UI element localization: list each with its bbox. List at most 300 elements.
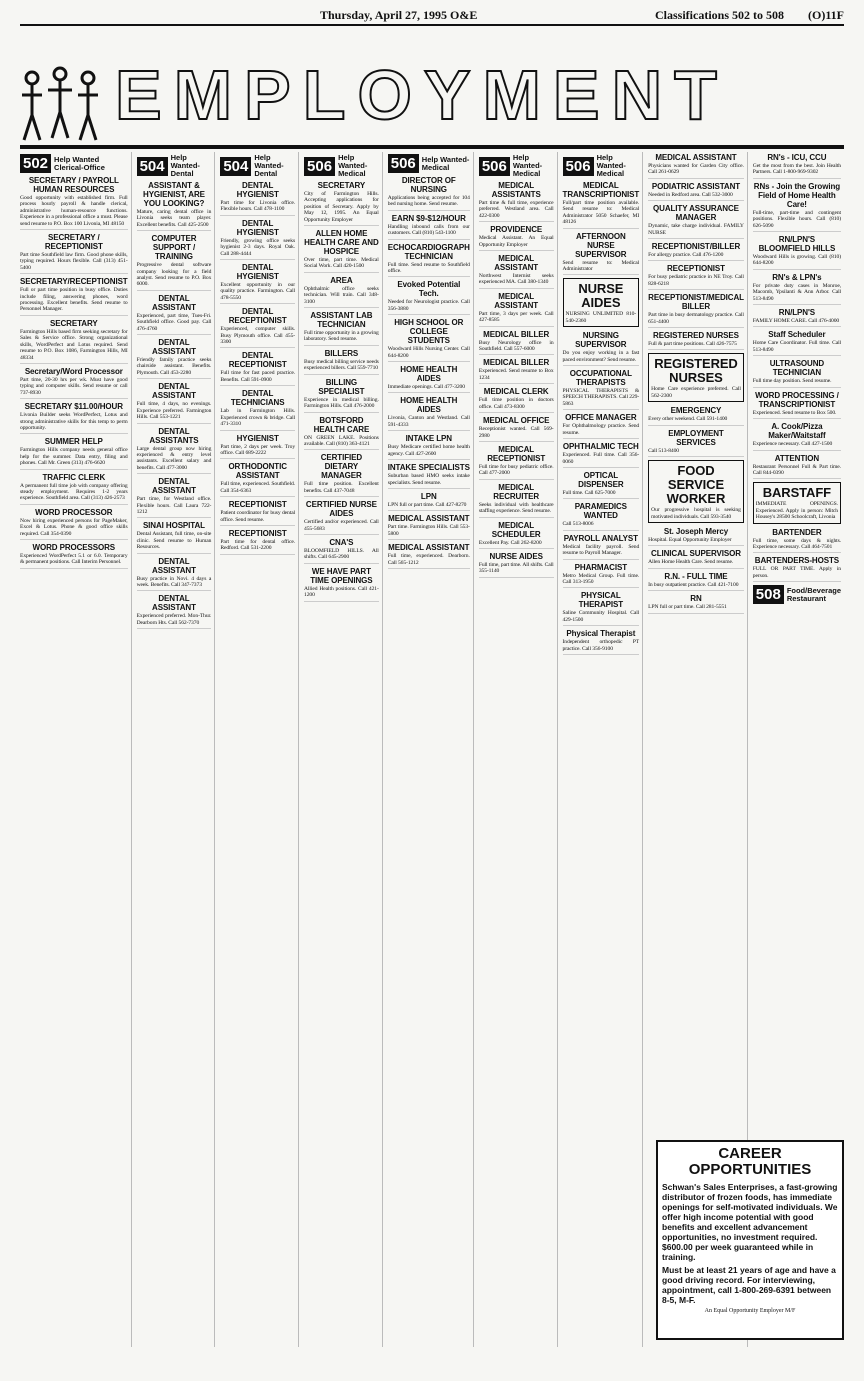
classified-ad [479, 445, 554, 480]
ad-body: Applications being accepted for 104 bed nursing home. Send resume. [387, 195, 470, 208]
ad-heading: MEDICAL ASSISTANT [494, 291, 539, 310]
ad-body: Farmington Hills company needs general office help for the summer. Data entry, filing and phones. Call Mr. Green (313) 476-6620 [20, 447, 128, 467]
classified-ad [20, 176, 128, 230]
ad-body: Good opportunity with established firm. Full process hourly payroll & handle clerical, administrative human-resource functions. Experience in a professional office a must. Please send resume to P.O. Box 100 Livonia, MI 48150 [20, 195, 128, 227]
classified-ad [388, 492, 470, 511]
ad-heading: DENTAL ASSISTANT [152, 594, 196, 613]
ad-heading: MEDICAL RECEPTIONIST [487, 444, 546, 463]
section-number: 506 [304, 157, 335, 176]
ad-heading: OFFICE MANAGER [565, 413, 637, 423]
ad-body: PHYSICAL THERAPISTS & SPEECH THERAPISTS. Call 229-5863 [562, 388, 640, 407]
ad-heading: SINAI HOSPITAL [142, 521, 205, 531]
ad-heading: MEDICAL ASSISTANT [494, 254, 539, 273]
ad-body: Handling inbound calls from our customers. Call (810) 543-1100 [387, 223, 470, 237]
column-3 [220, 152, 299, 1347]
classified-ad [20, 319, 128, 364]
ad-body: Dynamic, take charge individual. FAMILY NURSE [648, 223, 744, 236]
ad-body: Part time, 20-30 hrs per wk. Must have good typing and computer skills. Send resume or call 737-8930 [20, 376, 128, 396]
ad-body: Woodward Hills Nursing Center. Call 644-8200 [387, 346, 470, 359]
ad-body: Full time, part time. All shifts. Call 355-1140 [478, 561, 554, 575]
ad-heading: PHYSICAL THERAPIST [578, 591, 624, 610]
classified-ad [220, 181, 295, 216]
ad-heading: INTAKE LPN [405, 434, 452, 444]
ad-heading: PHARMACIST [574, 562, 627, 572]
banner-rule [20, 145, 844, 149]
section-header [304, 154, 379, 178]
ad-heading: LPN [420, 491, 437, 501]
classified-ad [304, 229, 379, 273]
career-opportunities-ad [656, 1140, 844, 1340]
classified-ad [753, 330, 841, 356]
ad-heading: SECRETARY [317, 181, 366, 190]
ad-heading: DENTAL TECHNICIANS [230, 389, 285, 408]
ad-heading: SECRETARY/RECEPTIONIST [20, 277, 128, 287]
ad-body: Experienced. Send resume to Box 500. [752, 409, 837, 416]
classified-ad [563, 232, 640, 276]
column-6 [479, 152, 558, 1347]
ad-heading: RN [690, 594, 702, 604]
classified-ad [388, 434, 470, 460]
classified-ad [753, 153, 841, 179]
ad-body: Experienced WordPerfect 5.1 or 6.0. Temporary & permanent positions. Call Interim Personnel. [20, 553, 128, 566]
classified-ad [479, 254, 554, 289]
column-1 [20, 152, 132, 1347]
ad-heading: SUMMER HELP [44, 437, 103, 447]
classified-ad [753, 359, 841, 387]
classified-ad [648, 527, 744, 546]
ad-heading: MEDICAL BILLER [483, 329, 550, 339]
classified-ad [137, 557, 212, 592]
ad-heading: MEDICAL TRANSCRIPTIONIST [562, 181, 640, 199]
classified-ad [137, 477, 212, 518]
classified-ad [304, 311, 379, 346]
ad-body: Our progressive hospital is seeking motivated individuals. Call 593-3540 [651, 507, 741, 520]
ad-body: BLOOMFIELD HILLS. All shifts. Call 645-2900 [304, 547, 379, 561]
ad-heading: AREA [330, 275, 353, 285]
ad-body: Needed for Neurologist practice. Call 356-3880 [387, 299, 470, 312]
ad-heading: ULTRASOUND TECHNICIAN [769, 359, 825, 378]
ad-body: Experience necessary. Call 427-1500 [752, 441, 833, 448]
ad-body: Part time Southfield law firm. Good phone skills, typing required. Hours flexible. Call (313) 451-5400 [20, 252, 128, 271]
ad-body: Physicians wanted for Garden City office. Call 261-0629 [648, 163, 744, 176]
ad-heading: MEDICAL SCHEDULER [491, 520, 541, 539]
classified-ad [563, 331, 640, 366]
ad-body: Part time for Livonia office. Flexible hours. Call 478-1100 [220, 200, 296, 213]
classified-ad [563, 181, 640, 229]
column-2 [137, 152, 216, 1347]
ad-body: Excellent opportunity in our quality practice. Farmington. Call 478-5550 [220, 282, 296, 301]
section-number: 504 [220, 157, 251, 176]
ad-body: For Ophthalmology practice. Send resume. [562, 423, 640, 436]
ad-body: Full & part time positions. Call 426-7575 [648, 341, 737, 348]
section-number: 508 [753, 585, 784, 604]
ad-body: Full time position. Excellent benefits. Call 437-7048 [304, 481, 379, 494]
running-header [20, 8, 844, 26]
ad-body: Restaurant Personnel Full & Part time. Call 844-0390 [752, 463, 841, 476]
ad-heading: MEDICAL RECRUITER [493, 482, 540, 501]
ad-body: Full time, experienced. Dearborn. Call 565-1212 [387, 553, 470, 566]
ad-heading: BARTENDERS-HOSTS [754, 556, 839, 566]
ad-body: Woodward Hills is growing. Call (810) 644-8200 [752, 254, 841, 267]
ad-heading: DENTAL HYGIENIST [236, 218, 279, 237]
ad-heading: OPHTHALMIC TECH [562, 442, 639, 452]
classified-ad [753, 235, 841, 270]
ad-heading: REGISTERED NURSES [654, 356, 738, 386]
ad-heading: MEDICAL ASSISTANT [388, 514, 470, 524]
ad-heading: BOTSFORD HEALTH CARE [313, 415, 370, 434]
classified-ad [137, 427, 212, 475]
classified-ad [20, 543, 128, 569]
ad-body: Busy practice in Novi. 4 days a week. Benefits. Call 347-7373 [136, 575, 212, 588]
classified-ad [137, 234, 212, 291]
classified-ad [479, 358, 554, 384]
classified-ad [304, 500, 379, 535]
classified-ad [304, 538, 379, 564]
ad-body: Livonia Builder seeks WordPerfect, Lotus and strong administrative skills for this temp to perm opportunity. [20, 412, 128, 431]
ad-heading: RECEPTIONIST [228, 528, 287, 538]
classified-ad [563, 534, 640, 560]
section-header [753, 585, 841, 604]
ad-heading: Secretary/Word Processor [24, 366, 123, 376]
ad-body: Full time. Call 625-7000 [562, 489, 616, 496]
ad-heading: EMERGENCY [670, 406, 722, 416]
ad-body: Full time for busy pediatric office. Call 477-2000 [478, 463, 554, 477]
ad-heading: BARSTAFF [762, 485, 832, 501]
ad-body: Busy Medicare certified home health agency. Call 427-2600 [387, 444, 470, 457]
classified-ad [563, 278, 640, 327]
ad-heading: OPTICAL DISPENSER [578, 470, 624, 489]
ad-heading: AFTERNOON NURSE SUPERVISOR [575, 231, 627, 259]
ad-body: Part time & full time, experience preferred. Westland area. Call 422-0300 [478, 200, 554, 219]
classified-ad [220, 389, 295, 430]
section-header [479, 154, 554, 178]
ad-body: City of Farmington Hills. Accepting applications for position of Secretary. Apply by May 12, 1995. An Equal Opportunity Employer [304, 191, 379, 223]
ad-body: Full/part time position available. Send resume to: Medical Administrator 5050 Schaefer, MI 48126 [562, 200, 640, 226]
section-number: 506 [563, 157, 594, 176]
ad-heading: Staff Scheduler [768, 330, 826, 340]
employment-banner [20, 56, 844, 134]
classified-ad [753, 556, 841, 582]
ad-body: Seeks individual with healthcare staffing experience. Send resume. [478, 501, 554, 515]
ad-body: Full time, some days & nights. Experience necessary. Call 464-7501 [752, 537, 841, 550]
ad-heading: HOME HEALTH AIDES [400, 396, 458, 415]
classified-ad [304, 181, 379, 226]
ad-heading: HYGIENIST [236, 433, 279, 443]
career-eoe: An Equal Opportunity Employer M/F [704, 1308, 796, 1314]
ad-heading: WORD PROCESSING / TRANSCRIPTIONIST [755, 390, 839, 409]
classified-ad [753, 391, 841, 419]
classified-ad [20, 402, 128, 434]
ad-body: Call 513-8400 [648, 447, 680, 454]
ad-body: Lab in Farmington Hills. Experienced crown & bridge. Call 471-3310 [220, 408, 296, 428]
ad-body: FULL OR PART TIME. Apply in person. [752, 566, 841, 579]
ad-heading: DENTAL ASSISTANTS [149, 426, 199, 445]
ad-heading: WE HAVE PART TIME OPENINGS [310, 566, 373, 585]
classified-ad [20, 367, 128, 399]
classified-ad [304, 378, 379, 413]
ad-heading: HOME HEALTH AIDES [400, 365, 458, 384]
ad-heading: ASSISTANT LAB TECHNICIAN [310, 311, 373, 330]
ad-body: Ophthalmic office seeks technician. Will train. Call 348-3100 [304, 285, 379, 305]
ad-body: Mature, caring dental office in Livonia seeks team player. Excellent benefits. Call 425-2500 [136, 209, 212, 228]
ad-body: Immediate openings. Call 477-3200 [387, 384, 465, 391]
ad-heading: ALLEN HOME HEALTH CARE AND HOSPICE [304, 229, 379, 257]
ad-body: Full time position in doctors office. Call 473-8300 [478, 397, 554, 410]
classified-ad [648, 429, 744, 457]
section-label: Help Wanted-Medical [596, 153, 626, 178]
ad-heading: RNs - Join the Growing Field of Home Health Care! [753, 181, 841, 209]
ad-heading: MEDICAL ASSISTANT [655, 153, 737, 162]
ad-heading: ECHOCARDIOGRAPH TECHNICIAN [387, 242, 470, 261]
classified-ad [20, 508, 128, 540]
ad-body: Receptionist wanted. Call 569-2980 [478, 426, 554, 439]
ad-body: Medical Assistant. An Equal Opportunity Employer [478, 235, 554, 248]
classified-ad [304, 276, 379, 308]
classified-ad [753, 482, 841, 523]
column-5 [388, 152, 474, 1347]
ad-heading: RECEPTIONIST/BILLER [651, 242, 741, 252]
ad-heading: REGISTERED NURSES [653, 331, 739, 341]
ad-body: Every other weekend. Call 591-1400 [648, 416, 728, 423]
header-page-number: (O)11F [808, 8, 844, 22]
classified-ad [648, 460, 744, 523]
ad-body: Part time for dental office. Redford. Call 531-2200 [220, 538, 296, 552]
ad-body: NURSING UNLIMITED 810-540-2360 [565, 311, 637, 324]
ad-body: Farmington Hills based firm seeking secretary for Sales & Service office. Strong organizational skills, WordPerfect and Lotus required. Send resume to P.O. Box 1086, Farmington Hills, MI 48334 [20, 328, 128, 361]
ad-heading: PROVIDENCE [490, 225, 543, 235]
classified-ad [137, 294, 212, 335]
ad-heading: ATTENTION [774, 453, 820, 463]
ad-body: Home Care Coordinator. Full time. Call 513-8490 [752, 340, 841, 353]
ad-heading: MEDICAL CLERK [483, 387, 549, 397]
ad-heading: RECEPTIONIST [228, 500, 287, 510]
classified-ad [648, 353, 744, 402]
ad-heading: DENTAL RECEPTIONIST [228, 351, 287, 370]
ad-heading: COMPUTER SUPPORT / TRAINING [151, 234, 197, 262]
section-header [388, 154, 470, 173]
classified-ad [648, 153, 744, 179]
classified-ad [479, 387, 554, 413]
ad-body: Part time, 2 days per week. Troy office. Call 689-2222 [220, 443, 296, 456]
ad-heading: DENTAL ASSISTANT [152, 556, 196, 575]
section-label: Help Wanted Clerical-Office [54, 154, 105, 172]
ad-body: Medical facility payroll. Send resume to Payroll Manager. [562, 543, 640, 557]
section-number: 504 [137, 157, 168, 176]
classified-ad [137, 521, 212, 553]
ad-heading: PAYROLL ANALYST [563, 533, 638, 543]
ad-body: Call 513-8006 [562, 521, 594, 528]
ad-body: Experienced, computer skills. Busy Plymouth office. Call 455-3300 [220, 326, 296, 346]
ad-body: ON GREEN LAKE. Positions available. Call (810) 363-4121 [304, 434, 379, 447]
ad-heading: MEDICAL ASSISTANTS [491, 181, 541, 199]
ad-heading: St. Joseph Mercy [663, 526, 729, 536]
ad-body: Large dental group now hiring experienced & entry level assistants. Excellent salary and benefits. Call 477-3000 [136, 445, 212, 471]
ad-body: Independent orthopedic PT practice. Call 356-9100 [562, 639, 640, 652]
column-7 [563, 152, 644, 1347]
classified-ad [563, 442, 640, 468]
ad-body: IMMEDIATE OPENINGS. Experienced. Apply in person: Mitch Housey's 28500 Schoolcraft, Livonia [755, 501, 838, 521]
ad-body: Busy medical billing service needs experienced billers. Call 559-7710 [304, 358, 379, 372]
ad-heading: WORD PROCESSOR [35, 507, 113, 517]
classified-ad [479, 181, 554, 222]
classified-ad [304, 453, 379, 497]
section-label: Help Wanted-Medical [421, 154, 470, 172]
classified-ad [388, 543, 470, 569]
classified-ad [648, 572, 744, 591]
ad-heading: SECRETARY / RECEPTIONIST [44, 233, 103, 252]
classified-ad [20, 473, 128, 505]
classified-ad [479, 552, 554, 578]
ad-body: For private duty cases in Monroe, Macomb, Ypsilanti & Ann Arbor. Call 513-8490 [752, 282, 841, 302]
ad-heading: RECEPTIONIST/MEDICAL BILLER [648, 293, 744, 312]
ad-body: Busy Neurology office in Southfield. Call 557-6000 [478, 339, 554, 353]
ad-body: Experience in medical billing. Farmington Hills. Call 476-2000 [304, 396, 379, 410]
ad-body: Full time for fast paced practice. Benefits. Call 591-0900 [220, 370, 296, 383]
classified-ad [220, 263, 295, 304]
classified-ad [220, 307, 295, 348]
ad-body: Full or part time position in busy office. Duties include filing, answering phones, word processing. Excellent benefits. Send resume to Personnel Manager. [20, 287, 128, 313]
section-header [563, 154, 640, 178]
classified-ad [479, 292, 554, 327]
ad-body: Full time. Send resume to Southfield office. [387, 261, 470, 275]
ad-body: Hospital. Equal Opportunity Employer [648, 536, 732, 543]
ad-heading: RN's - ICU, CCU [767, 153, 827, 162]
ad-body: Send resume to: Medical Administrator [562, 259, 640, 273]
ad-heading: PARAMEDICS WANTED [574, 502, 627, 521]
classified-ad [479, 225, 554, 251]
section-label: Help Wanted-Dental [254, 153, 284, 178]
ad-heading: EMPLOYMENT SERVICES [668, 428, 724, 447]
classified-ad [304, 567, 379, 602]
ad-heading: DIRECTOR OF NURSING [401, 176, 456, 194]
ad-body: Full time, 4 days, no evenings. Experience preferred. Farmington Hills. Call 553-1221 [136, 401, 212, 421]
classified-ad [648, 204, 744, 239]
ad-body: Part time, for Westland office. Flexible hours. Call Laura 722-1212 [136, 496, 212, 515]
classified-ad [137, 382, 212, 423]
ad-heading: CERTIFIED NURSE AIDES [305, 500, 377, 519]
ad-heading: WORD PROCESSORS [32, 543, 116, 552]
ad-body: Allied Health positions. Call 421-1200 [304, 585, 379, 599]
ad-heading: RN's & LPN's [772, 272, 822, 282]
ad-heading: R.N. - FULL TIME [664, 571, 728, 581]
ad-heading: TRAFFIC CLERK [42, 472, 106, 482]
ad-body: Experienced. Send resume to Box 1234 [478, 368, 554, 381]
classified-ad [648, 549, 744, 568]
classified-ad [648, 242, 744, 261]
classified-ad [304, 416, 379, 451]
ad-body: Full time day position. Send resume. [752, 378, 832, 385]
ad-heading: ASSISTANT & HYGIENIST, ARE YOU LOOKING? [143, 181, 205, 208]
ad-body: Home Care experience preferred. Call 562-2300 [651, 386, 741, 399]
ad-heading: QUALITY ASSURANCE MANAGER [653, 204, 739, 223]
ad-heading: BILLERS [324, 348, 359, 358]
section-label: Help Wanted-Medical [512, 153, 543, 178]
classified-ad [648, 331, 744, 350]
classified-ad [648, 182, 744, 201]
classified-ad [479, 483, 554, 518]
ad-heading: Physical Therapist [566, 629, 636, 639]
classified-ad [479, 416, 554, 442]
classified-ad [388, 365, 470, 393]
classified-ad [479, 330, 554, 356]
column-4 [304, 152, 383, 1347]
ad-heading: DENTAL ASSISTANT [152, 477, 196, 496]
ad-body: Part time, 3 days per week. Call 427-8585 [478, 310, 554, 324]
section-header [220, 154, 295, 178]
section-header [20, 154, 128, 173]
classified-ad [388, 243, 470, 278]
career-body: Schwan's Sales Enterprises, a fast-growing distributor of frozen foods, has immediate openings for self-motivated individuals. We offer high income potential with good benefits and excellent advancement opportunities, no investment required. $600.00 per week guaranteed while in training. [662, 1182, 838, 1262]
ad-heading: MEDICAL OFFICE [482, 416, 550, 426]
ad-body: Patient coordinator for busy dental office. Send resume. [220, 510, 296, 523]
ad-body: Excellent Pay. Call 262-8200 [478, 539, 542, 546]
ad-body: Get the most from the best. Join Health Partners. Call 1-800-969-9302 [752, 163, 841, 176]
classified-ad [388, 214, 470, 240]
classified-ad [563, 471, 640, 499]
section-number: 506 [388, 154, 419, 173]
classified-ad [137, 181, 212, 231]
ad-body: Friendly family practice seeks chairside assistant. Benefits. Plymouth. Call 453-2280 [136, 357, 212, 376]
ad-heading: CERTIFIED DIETARY MANAGER [320, 453, 363, 481]
ad-body: Progressive dental software company looking for a field analyst. Send resume to P.O. Box 6000. [136, 262, 212, 288]
header-classifications: Classifications 502 to 508 [655, 8, 784, 22]
header-date: Thursday, April 27, 1995 O&E [320, 8, 478, 22]
classified-ad [648, 264, 744, 290]
ad-heading: DENTAL HYGIENIST [236, 263, 279, 282]
ad-body: Part time. Farmington Hills. Call 553-5800 [387, 524, 470, 537]
ad-body: Experienced, part time, Tues-Fri. Southfield office. Good pay. Call 476-4760 [136, 312, 212, 332]
ad-heading: RN/LPN'S [778, 308, 815, 318]
ad-body: Metro Medical Group. Full time. Call 313-1950 [562, 572, 640, 585]
section-number: 506 [479, 157, 510, 176]
ad-body: Certified and/or experienced. Call 455-5683 [304, 519, 379, 532]
ad-body: For allergy practice. Call 476-1200 [648, 252, 724, 259]
classified-ad [137, 338, 212, 379]
ad-heading: DENTAL ASSISTANT [152, 338, 196, 357]
ad-body: Saline Community Hospital. Call 429-1500 [562, 610, 640, 623]
ad-body: A permanent full time job with company offering steady employment. Requires 1-2 years experience. Southfield area. Call (313) 426-2573 [20, 482, 128, 502]
classified-ad [563, 563, 640, 589]
classified-ad [648, 406, 744, 425]
ad-heading: PODIATRIC ASSISTANT [651, 181, 741, 191]
ad-heading: CLINICAL SUPERVISOR [651, 549, 741, 559]
classified-ad [563, 629, 640, 655]
ad-body: LPN full or part time. Call 427-8270 [387, 501, 467, 508]
ad-heading: DENTAL RECEPTIONIST [228, 307, 287, 326]
ad-heading: ORTHODONTIC ASSISTANT [228, 462, 287, 481]
classified-ad [220, 219, 295, 260]
classified-ad [563, 413, 640, 439]
ad-body: Part time in busy dermatology practice. Call 651-4400 [648, 312, 744, 325]
ad-heading: DENTAL HYGIENIST [236, 181, 279, 199]
ad-heading: HIGH SCHOOL OR COLLEGE STUDENTS [394, 318, 464, 346]
classified-ad [388, 176, 470, 211]
classified-ad [20, 277, 128, 316]
ad-heading: SECRETARY $11.00/HOUR [24, 402, 123, 412]
ad-body: Northwest Internist seeks experienced MA. Call 380-1340 [478, 273, 554, 286]
ad-body: Full-time, part-time and contingent positions. Flexible hours. Call (810) 626-5090 [752, 209, 841, 229]
ad-body: Allen Home Health Care. Send resume. [648, 559, 734, 566]
ad-heading: SECRETARY [50, 318, 98, 328]
classified-ad [388, 514, 470, 540]
ad-heading: OCCUPATIONAL THERAPISTS [569, 369, 632, 388]
ad-body: For busy pediatric practice in NE Troy. Call 828-6218 [648, 274, 744, 287]
ad-heading: MEDICAL ASSISTANT [388, 543, 470, 553]
section-label: Food/Beverage Restaurant [786, 585, 841, 603]
ad-body: Now hiring experienced persons for PageMaker, Excel & Lotus. Phone & good office skills required. Call 354-0390 [20, 517, 128, 537]
ad-heading: DENTAL ASSISTANT [152, 293, 196, 312]
classified-ad [753, 528, 841, 554]
